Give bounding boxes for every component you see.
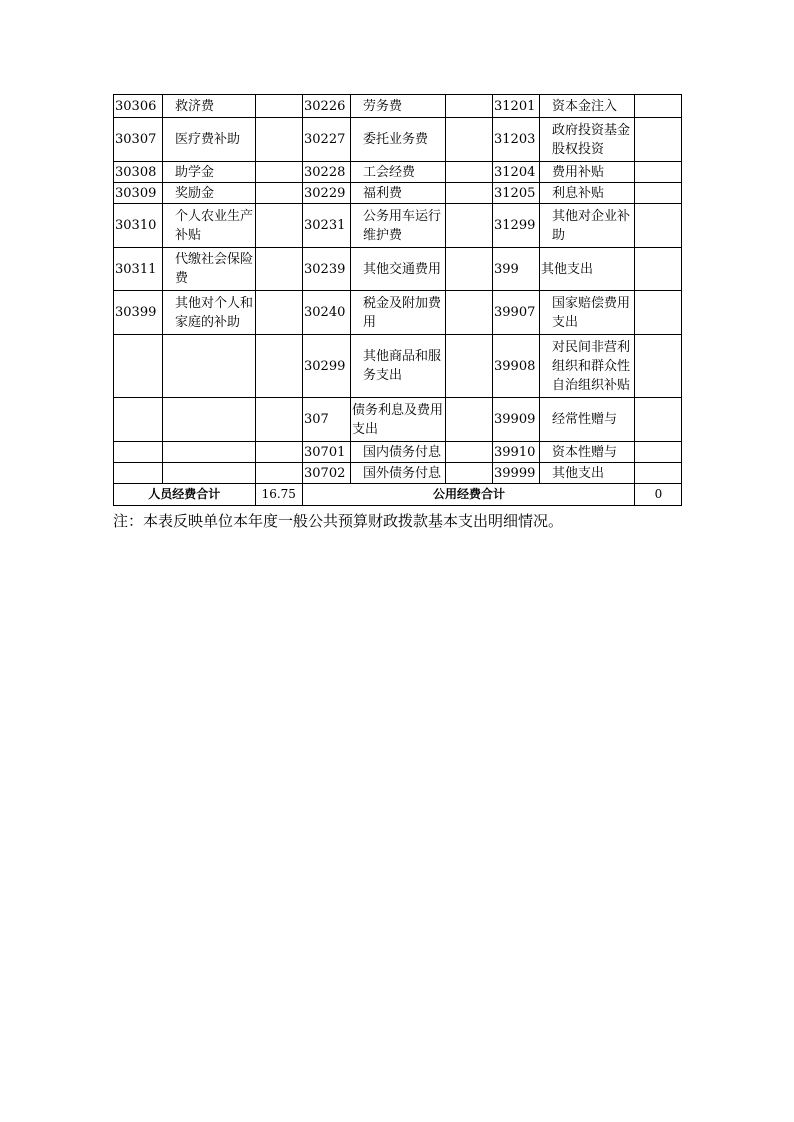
amount-cell <box>635 204 682 248</box>
item-name-cell: 其他支出 <box>540 463 635 484</box>
footnote: 注：本表反映单位本年度一般公共预算财政拨款基本支出明细情况。 <box>113 512 564 530</box>
code-cell: 307 <box>303 398 351 442</box>
item-name-cell: 劳务费 <box>351 95 446 118</box>
code-cell: 30231 <box>303 204 351 248</box>
code-cell: 31205 <box>493 183 540 204</box>
code-cell <box>114 335 163 398</box>
code-cell: 30311 <box>114 248 163 291</box>
code-cell: 39907 <box>493 291 540 335</box>
code-cell: 30228 <box>303 162 351 183</box>
code-cell <box>114 463 163 484</box>
code-cell: 30399 <box>114 291 163 335</box>
amount-cell <box>256 335 303 398</box>
item-name-cell: 其他交通费用 <box>351 248 446 291</box>
amount-cell <box>635 118 682 162</box>
code-cell: 31201 <box>493 95 540 118</box>
amount-cell <box>446 95 493 118</box>
item-name-cell: 利息补贴 <box>540 183 635 204</box>
code-cell: 30299 <box>303 335 351 398</box>
item-name-cell: 政府投资基金股权投资 <box>540 118 635 162</box>
table-row <box>114 463 682 484</box>
personnel-total-label: 人员经费合计 <box>148 487 221 501</box>
code-cell: 30239 <box>303 248 351 291</box>
public-total-label: 公用经费合计 <box>303 484 635 506</box>
item-name-cell <box>163 442 256 463</box>
table-row <box>114 442 682 463</box>
item-name-cell: 其他对个人和家庭的补助 <box>163 291 256 335</box>
code-cell: 399 <box>493 248 540 291</box>
item-name-cell: 医疗费补助 <box>163 118 256 162</box>
amount-cell <box>256 463 303 484</box>
item-name-cell <box>163 398 256 442</box>
code-cell <box>114 442 163 463</box>
amount-cell <box>256 183 303 204</box>
amount-cell <box>635 291 682 335</box>
table-row <box>114 335 682 398</box>
item-name-cell <box>163 463 256 484</box>
item-name-cell: 资本性赠与 <box>540 442 635 463</box>
table-row <box>114 398 682 442</box>
amount-cell <box>446 183 493 204</box>
item-name-cell: 委托业务费 <box>351 118 446 162</box>
item-name-cell: 其他商品和服务支出 <box>351 335 446 398</box>
amount-cell <box>635 183 682 204</box>
item-name-cell: 公务用车运行维护费 <box>351 204 446 248</box>
item-name-cell: 工会经费 <box>351 162 446 183</box>
amount-cell <box>635 335 682 398</box>
table-row <box>114 118 682 162</box>
totals-row <box>114 484 682 506</box>
table-row <box>114 162 682 183</box>
code-cell: 39908 <box>493 335 540 398</box>
code-cell: 39999 <box>493 463 540 484</box>
amount-cell <box>635 398 682 442</box>
item-name-cell <box>163 335 256 398</box>
code-cell: 39910 <box>493 442 540 463</box>
code-cell: 30227 <box>303 118 351 162</box>
code-cell: 30308 <box>114 162 163 183</box>
item-name-cell: 助学金 <box>163 162 256 183</box>
amount-cell <box>635 442 682 463</box>
item-name-cell: 其他对企业补助 <box>540 204 635 248</box>
table-row <box>114 248 682 291</box>
code-cell: 30229 <box>303 183 351 204</box>
item-name-cell: 税金及附加费用 <box>351 291 446 335</box>
amount-cell <box>635 95 682 118</box>
amount-cell <box>446 463 493 484</box>
amount-cell <box>446 204 493 248</box>
item-name-cell: 福利费 <box>351 183 446 204</box>
item-name-cell: 其他支出 <box>540 248 635 291</box>
expenditure-detail-table <box>113 94 682 506</box>
code-cell: 30226 <box>303 95 351 118</box>
code-cell: 30310 <box>114 204 163 248</box>
public-total-value: 0 <box>635 484 682 506</box>
code-cell: 30702 <box>303 463 351 484</box>
personnel-total-value: 16.75 <box>255 484 303 505</box>
amount-cell <box>446 335 493 398</box>
table-row <box>114 291 682 335</box>
amount-cell <box>256 95 303 118</box>
amount-cell <box>446 248 493 291</box>
amount-cell <box>635 162 682 183</box>
code-cell: 31204 <box>493 162 540 183</box>
amount-cell <box>256 118 303 162</box>
item-name-cell: 资本金注入 <box>540 95 635 118</box>
code-cell: 30309 <box>114 183 163 204</box>
amount-cell <box>446 442 493 463</box>
table-row <box>114 204 682 248</box>
item-name-cell: 债务利息及费用支出 <box>351 398 446 442</box>
item-name-cell: 国家赔偿费用支出 <box>540 291 635 335</box>
amount-cell <box>256 442 303 463</box>
amount-cell <box>635 248 682 291</box>
amount-cell <box>446 118 493 162</box>
code-cell: 30306 <box>114 95 163 118</box>
amount-cell <box>635 463 682 484</box>
code-cell <box>114 398 163 442</box>
item-name-cell: 对民间非营利组织和群众性自治组织补贴 <box>540 335 635 398</box>
amount-cell <box>256 204 303 248</box>
item-name-cell: 代缴社会保险费 <box>163 248 256 291</box>
item-name-cell: 经常性赠与 <box>540 398 635 442</box>
amount-cell <box>256 248 303 291</box>
item-name-cell: 个人农业生产补贴 <box>163 204 256 248</box>
table-row <box>114 183 682 204</box>
item-name-cell: 国内债务付息 <box>351 442 446 463</box>
amount-cell <box>446 398 493 442</box>
code-cell: 30307 <box>114 118 163 162</box>
amount-cell <box>256 398 303 442</box>
code-cell: 39909 <box>493 398 540 442</box>
item-name-cell: 国外债务付息 <box>351 463 446 484</box>
code-cell: 31203 <box>493 118 540 162</box>
amount-cell <box>446 162 493 183</box>
amount-cell <box>446 291 493 335</box>
code-cell: 30240 <box>303 291 351 335</box>
amount-cell <box>256 291 303 335</box>
item-name-cell: 奖励金 <box>163 183 256 204</box>
item-name-cell: 费用补贴 <box>540 162 635 183</box>
code-cell: 30701 <box>303 442 351 463</box>
item-name-cell: 救济费 <box>163 95 256 118</box>
amount-cell <box>256 162 303 183</box>
table-row <box>114 95 682 118</box>
personnel-total-group <box>114 484 303 506</box>
code-cell: 31299 <box>493 204 540 248</box>
